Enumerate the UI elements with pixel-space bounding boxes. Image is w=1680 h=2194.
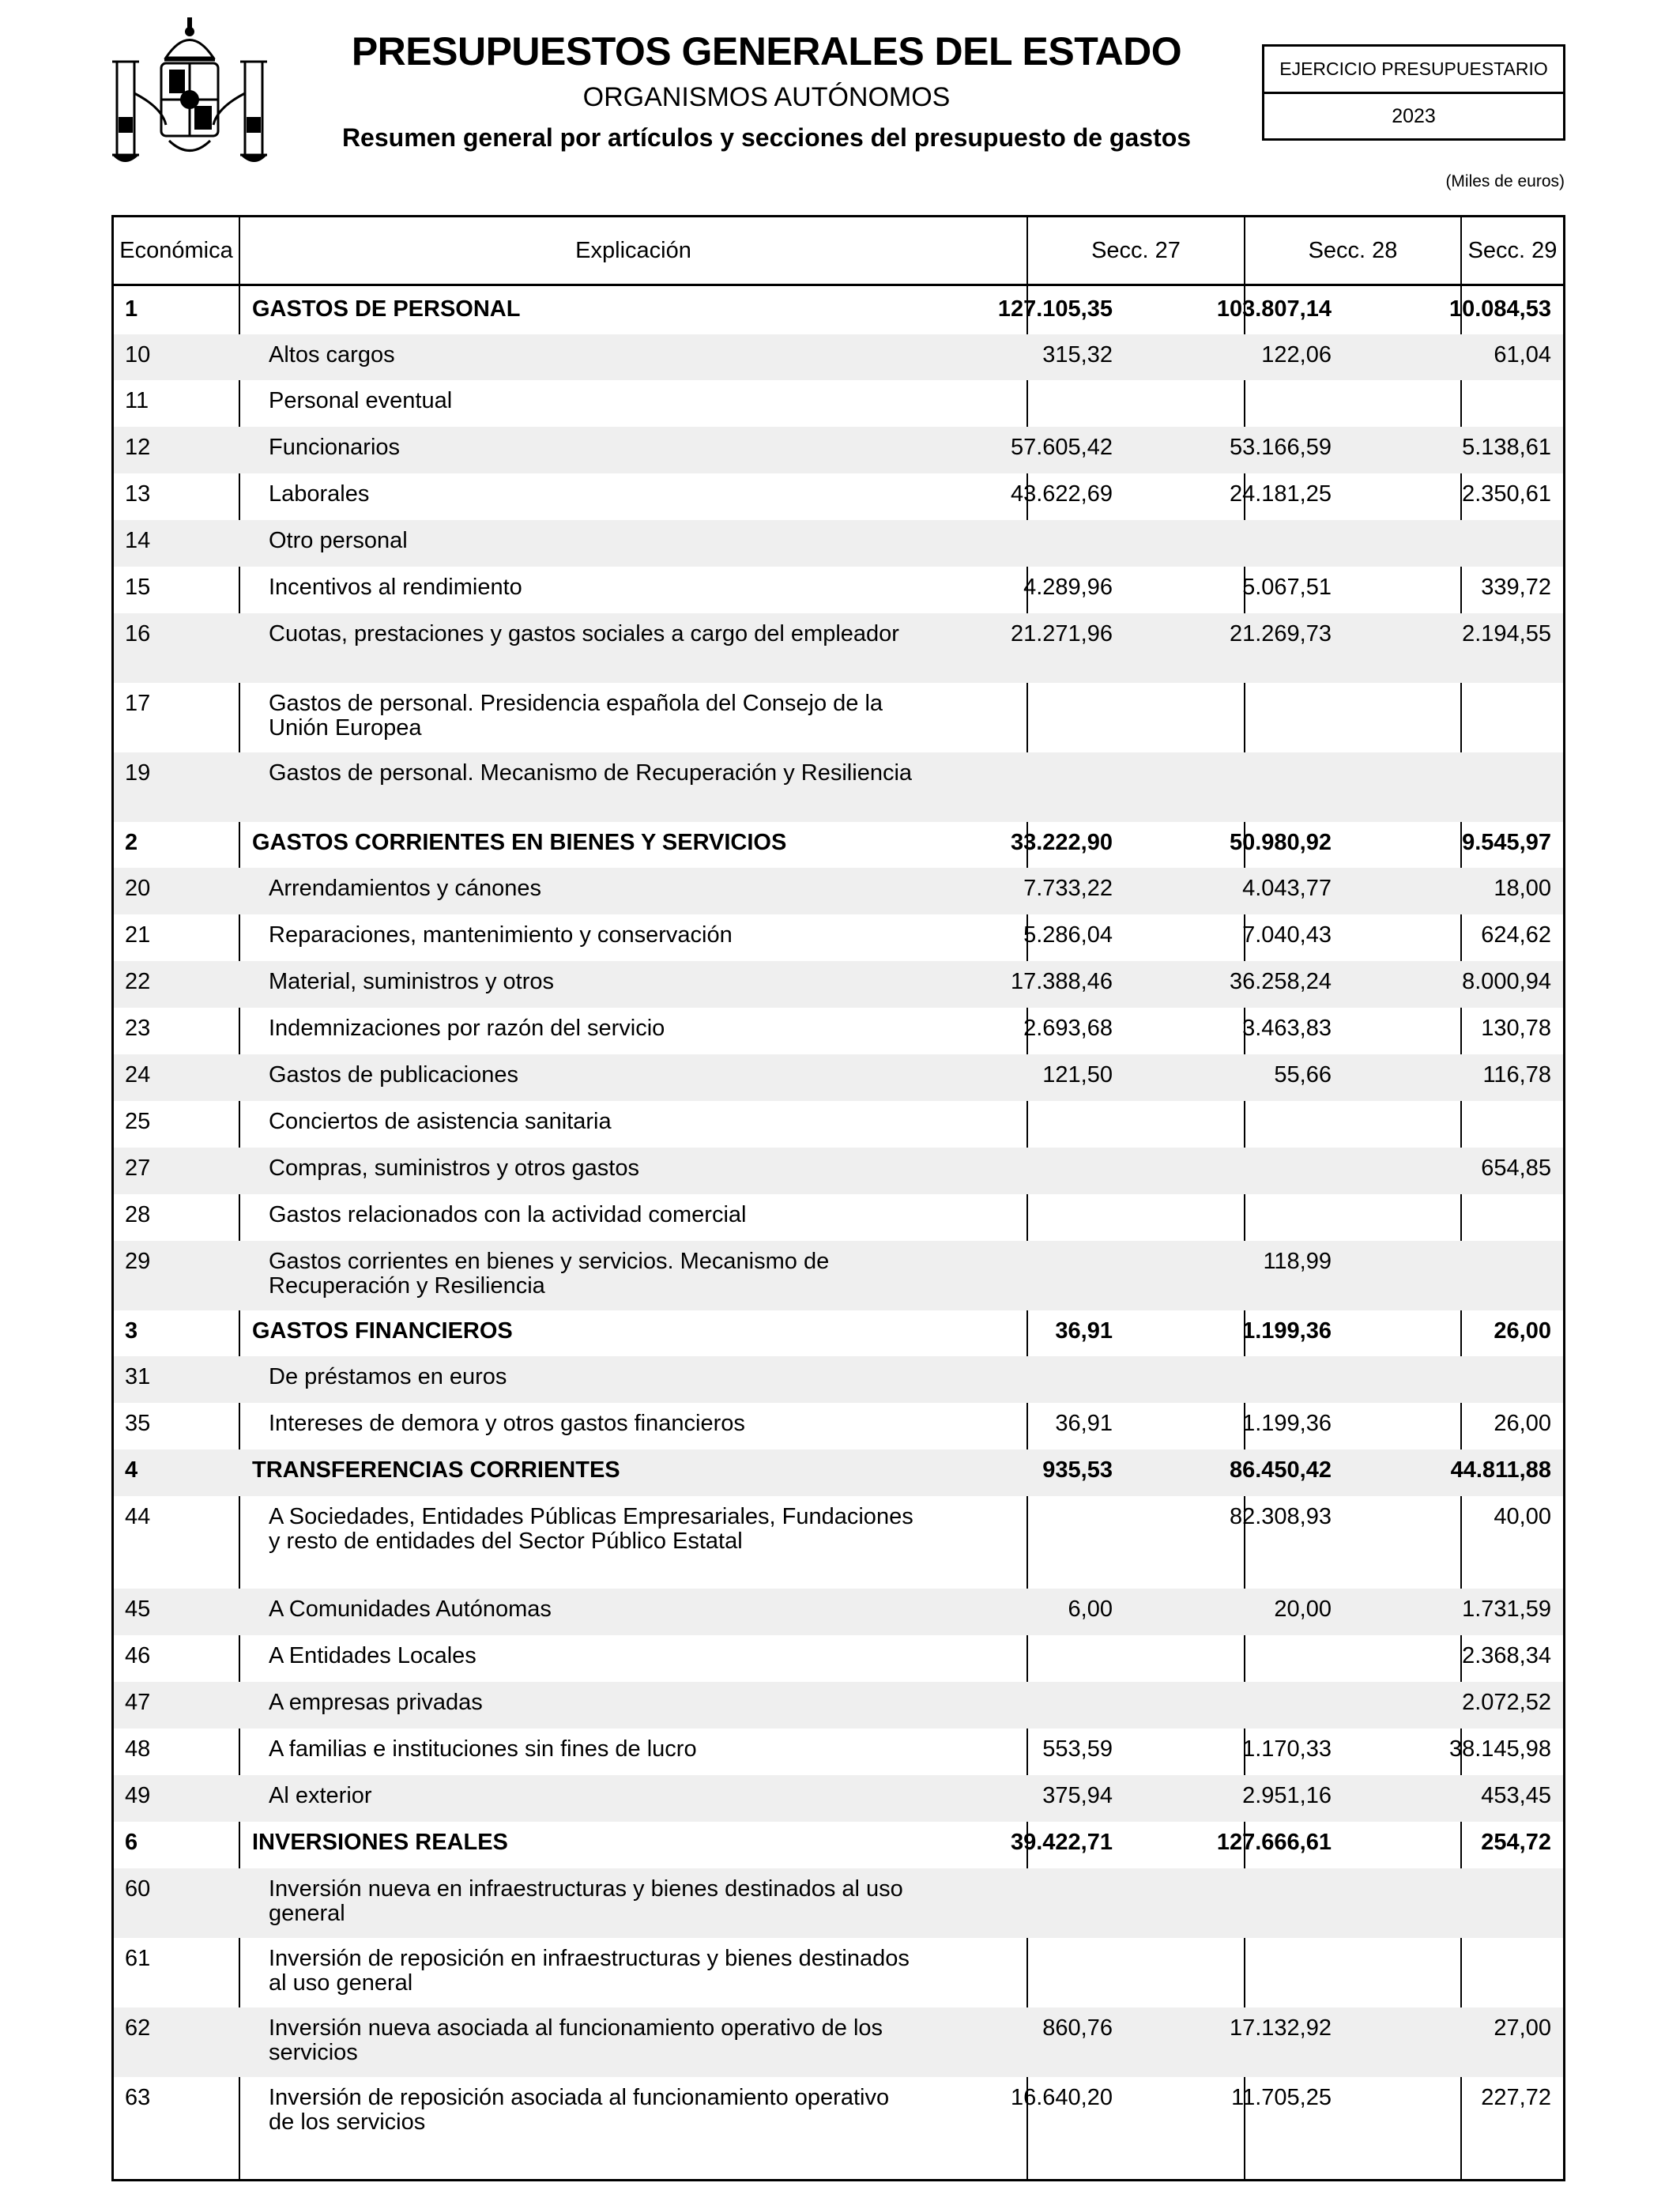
cell-code: 29 <box>125 1249 151 1274</box>
cell-secc-29: 624,62 <box>1481 922 1551 948</box>
exercise-year: 2023 <box>1392 104 1436 127</box>
cell-code: 15 <box>125 575 151 600</box>
table-row <box>114 752 1563 822</box>
cell-secc-27: 553,59 <box>1042 1736 1113 1762</box>
table-row <box>114 1496 1563 1589</box>
cell-secc-28: 11.705,25 <box>1231 2085 1332 2110</box>
cell-secc-29: 18,00 <box>1494 876 1551 901</box>
cell-secc-29: 254,72 <box>1481 1830 1551 1855</box>
column-header-economica: Económica <box>119 237 233 263</box>
cell-code: 63 <box>125 2085 151 2110</box>
cell-code: 17 <box>125 691 151 716</box>
cell-code: 4 <box>125 1457 138 1483</box>
cell-secc-28: 118,99 <box>1263 1249 1332 1274</box>
cell-code: 47 <box>125 1690 151 1715</box>
table-row <box>114 427 1563 473</box>
cell-description: Gastos corrientes en bienes y servicios. Mecanismo de Recuperación y Resiliencia <box>269 1249 830 1299</box>
cell-secc-27: 2.693,68 <box>1023 1016 1113 1041</box>
table-row <box>114 567 1563 613</box>
table-row <box>114 1008 1563 1054</box>
cell-code: 2 <box>125 830 138 855</box>
cell-description: Indemnizaciones por razón del servicio <box>269 1016 665 1041</box>
column-header-explicacion: Explicación <box>575 237 691 263</box>
cell-secc-27: 36,91 <box>1055 1318 1113 1344</box>
cell-description: Material, suministros y otros <box>269 969 554 994</box>
cell-description: A Comunidades Autónomas <box>269 1596 552 1622</box>
cell-secc-29: 9.545,97 <box>1462 830 1551 855</box>
table-row <box>114 868 1563 914</box>
cell-secc-28: 122,06 <box>1261 342 1332 368</box>
cell-secc-29: 654,85 <box>1481 1155 1551 1181</box>
cell-code: 10 <box>125 342 151 368</box>
cell-description: Intereses de demora y otros gastos financieros <box>269 1411 745 1436</box>
cell-code: 13 <box>125 481 151 507</box>
cell-secc-29: 40,00 <box>1494 1504 1551 1529</box>
cell-description: A Sociedades, Entidades Públicas Empresariales, Fundaciones y resto de entidades del Sector Público Estatal <box>269 1504 913 1554</box>
cell-code: 1 <box>125 296 138 322</box>
cell-code: 62 <box>125 2015 151 2041</box>
cell-secc-28: 36.258,24 <box>1229 969 1332 994</box>
cell-secc-28: 7.040,43 <box>1242 922 1332 948</box>
cell-secc-28: 3.463,83 <box>1242 1016 1332 1041</box>
exercise-label: EJERCICIO PRESUPUESTARIO <box>1264 47 1563 94</box>
cell-code: 27 <box>125 1155 151 1181</box>
cell-secc-29: 453,45 <box>1481 1783 1551 1808</box>
cell-secc-27: 121,50 <box>1042 1062 1113 1088</box>
table-row <box>114 914 1563 961</box>
cell-secc-29: 227,72 <box>1481 2085 1551 2110</box>
cell-description: Al exterior <box>269 1783 372 1808</box>
cell-secc-28: 4.043,77 <box>1242 876 1332 901</box>
cell-code: 16 <box>125 621 151 647</box>
cell-code: 19 <box>125 760 151 786</box>
table-row <box>114 520 1563 567</box>
table-row <box>114 1822 1563 1868</box>
cell-secc-27: 43.622,69 <box>1010 481 1113 507</box>
cell-code: 22 <box>125 969 151 994</box>
cell-code: 3 <box>125 1318 138 1344</box>
cell-code: 12 <box>125 435 151 460</box>
cell-description: Gastos relacionados con la actividad comercial <box>269 1202 747 1227</box>
table-row <box>114 683 1563 752</box>
table-row <box>114 1356 1563 1403</box>
cell-description: Arrendamientos y cánones <box>269 876 541 901</box>
cell-secc-29: 116,78 <box>1482 1062 1551 1088</box>
cell-secc-27: 21.271,96 <box>1010 621 1113 647</box>
cell-secc-28: 17.132,92 <box>1229 2015 1332 2041</box>
cell-code: 35 <box>125 1411 151 1436</box>
cell-code: 11 <box>125 388 149 413</box>
table-row <box>114 2007 1563 2077</box>
cell-secc-29: 8.000,94 <box>1462 969 1551 994</box>
column-header-secc-28: Secc. 28 <box>1308 237 1398 263</box>
table-row <box>114 1682 1563 1728</box>
cell-description: Otro personal <box>269 528 408 553</box>
cell-secc-28: 55,66 <box>1274 1062 1332 1088</box>
cell-description: GASTOS DE PERSONAL <box>252 296 521 322</box>
cell-code: 46 <box>125 1643 151 1668</box>
cell-description: Gastos de publicaciones <box>269 1062 518 1088</box>
cell-code: 20 <box>125 876 151 901</box>
cell-description: GASTOS FINANCIEROS <box>252 1318 513 1344</box>
cell-code: 48 <box>125 1736 151 1762</box>
cell-secc-28: 21.269,73 <box>1229 621 1332 647</box>
cell-secc-29: 27,00 <box>1494 2015 1551 2041</box>
cell-description: Inversión nueva asociada al funcionamiento operativo de los servicios <box>269 2015 883 2065</box>
cell-code: 28 <box>125 1202 151 1227</box>
table-row <box>114 473 1563 520</box>
cell-description: Compras, suministros y otros gastos <box>269 1155 639 1181</box>
cell-secc-29: 130,78 <box>1481 1016 1551 1041</box>
cell-secc-29: 2.350,61 <box>1462 481 1551 507</box>
table-row <box>114 1775 1563 1822</box>
table-row <box>114 822 1563 868</box>
cell-secc-29: 10.084,53 <box>1448 296 1551 322</box>
table-row <box>114 1868 1563 1938</box>
cell-code: 44 <box>125 1504 151 1529</box>
cell-secc-27: 36,91 <box>1055 1411 1113 1436</box>
cell-secc-29: 38.145,98 <box>1448 1736 1551 1762</box>
column-header-secc-27: Secc. 27 <box>1091 237 1181 263</box>
cell-secc-29: 61,04 <box>1494 342 1551 368</box>
cell-secc-28: 103.807,14 <box>1216 296 1332 322</box>
cell-secc-28: 82.308,93 <box>1229 1504 1332 1529</box>
exercise-box <box>1262 44 1565 141</box>
cell-secc-27: 7.733,22 <box>1023 876 1113 901</box>
table-row <box>114 1449 1563 1496</box>
cell-secc-29: 2.194,55 <box>1462 621 1551 647</box>
cell-code: 61 <box>125 1946 151 1971</box>
column-header-secc-29: Secc. 29 <box>1467 237 1558 263</box>
cell-secc-28: 5.067,51 <box>1242 575 1332 600</box>
cell-description: Gastos de personal. Presidencia española del Consejo de la Unión Europea <box>269 691 883 741</box>
cell-secc-29: 26,00 <box>1494 1411 1551 1436</box>
cell-code: 45 <box>125 1596 151 1622</box>
cell-code: 25 <box>125 1109 151 1134</box>
cell-description: Reparaciones, mantenimiento y conservación <box>269 922 733 948</box>
cell-secc-28: 86.450,42 <box>1229 1457 1332 1483</box>
cell-description: A empresas privadas <box>269 1690 483 1715</box>
cell-secc-29: 5.138,61 <box>1462 435 1551 460</box>
cell-description: Inversión de reposición asociada al funcionamiento operativo de los servicios <box>269 2085 890 2135</box>
cell-secc-28: 53.166,59 <box>1229 435 1332 460</box>
table-row <box>114 961 1563 1008</box>
table-header <box>114 217 1563 286</box>
cell-secc-29: 2.368,34 <box>1462 1643 1551 1668</box>
budget-table <box>111 215 1565 2181</box>
cell-secc-28: 127.666,61 <box>1216 1830 1332 1855</box>
table-row <box>114 1241 1563 1310</box>
table-row <box>114 1635 1563 1682</box>
cell-secc-28: 1.199,36 <box>1242 1411 1332 1436</box>
table-row <box>114 1054 1563 1101</box>
cell-secc-27: 17.388,46 <box>1010 969 1113 994</box>
cell-code: 60 <box>125 1876 151 1902</box>
cell-secc-27: 16.640,20 <box>1010 2085 1113 2110</box>
page-subtitle: ORGANISMOS AUTÓNOMOS <box>582 82 951 112</box>
cell-secc-27: 57.605,42 <box>1010 435 1113 460</box>
table-row <box>114 1938 1563 2007</box>
table-row <box>114 613 1563 683</box>
table-row <box>114 1148 1563 1194</box>
cell-description: Inversión nueva en infraestructuras y bienes destinados al uso general <box>269 1876 903 1926</box>
coat-of-arms-icon <box>111 14 269 172</box>
cell-description: Inversión de reposición en infraestructuras y bienes destinados al uso general <box>269 1946 910 1996</box>
cell-code: 31 <box>125 1364 151 1389</box>
cell-secc-28: 50.980,92 <box>1229 830 1332 855</box>
cell-secc-28: 2.951,16 <box>1242 1783 1332 1808</box>
cell-secc-27: 39.422,71 <box>1010 1830 1113 1855</box>
cell-secc-27: 127.105,35 <box>997 296 1113 322</box>
cell-secc-29: 1.731,59 <box>1462 1596 1551 1622</box>
cell-description: INVERSIONES REALES <box>252 1830 508 1855</box>
cell-description: Gastos de personal. Mecanismo de Recuperación y Resiliencia <box>269 760 913 786</box>
cell-description: GASTOS CORRIENTES EN BIENES Y SERVICIOS <box>252 830 787 855</box>
cell-secc-27: 5.286,04 <box>1023 922 1113 948</box>
cell-secc-29: 26,00 <box>1494 1318 1551 1344</box>
page-title: PRESUPUESTOS GENERALES DEL ESTADO <box>351 29 1182 74</box>
table-row <box>114 380 1563 427</box>
cell-secc-27: 6,00 <box>1068 1596 1113 1622</box>
cell-secc-29: 339,72 <box>1481 575 1551 600</box>
cell-secc-28: 1.199,36 <box>1242 1318 1332 1344</box>
table-row <box>114 288 1563 334</box>
cell-description: TRANSFERENCIAS CORRIENTES <box>252 1457 620 1483</box>
page-description: Resumen general por artículos y secciones del presupuesto de gastos <box>341 123 1192 152</box>
cell-code: 24 <box>125 1062 151 1088</box>
cell-secc-27: 315,32 <box>1042 342 1113 368</box>
table-row <box>114 1403 1563 1449</box>
cell-secc-27: 4.289,96 <box>1023 575 1113 600</box>
cell-secc-27: 33.222,90 <box>1010 830 1113 855</box>
cell-secc-29: 44.811,88 <box>1450 1457 1551 1483</box>
cell-secc-27: 935,53 <box>1042 1457 1113 1483</box>
cell-description: Personal eventual <box>269 388 453 413</box>
cell-secc-28: 1.170,33 <box>1242 1736 1332 1762</box>
cell-secc-27: 860,76 <box>1042 2015 1113 2041</box>
units-note: (Miles de euros) <box>1445 172 1565 190</box>
table-row <box>114 1101 1563 1148</box>
cell-description: A familias e instituciones sin fines de lucro <box>269 1736 697 1762</box>
cell-description: Cuotas, prestaciones y gastos sociales a cargo del empleador <box>269 621 899 647</box>
table-row <box>114 2077 1563 2194</box>
cell-code: 23 <box>125 1016 151 1041</box>
table-row <box>114 1589 1563 1635</box>
cell-description: Altos cargos <box>269 342 395 368</box>
cell-description: Conciertos de asistencia sanitaria <box>269 1109 612 1134</box>
cell-secc-28: 24.181,25 <box>1229 481 1332 507</box>
cell-secc-28: 20,00 <box>1274 1596 1332 1622</box>
cell-description: Laborales <box>269 481 370 507</box>
table-row <box>114 1728 1563 1775</box>
cell-code: 14 <box>125 528 151 553</box>
cell-description: Incentivos al rendimiento <box>269 575 522 600</box>
table-row <box>114 1194 1563 1241</box>
cell-description: De préstamos en euros <box>269 1364 507 1389</box>
cell-secc-27: 375,94 <box>1042 1783 1113 1808</box>
table-row <box>114 1310 1563 1356</box>
cell-description: Funcionarios <box>269 435 401 460</box>
cell-secc-29: 2.072,52 <box>1462 1690 1551 1715</box>
table-row <box>114 334 1563 380</box>
cell-code: 6 <box>125 1830 138 1855</box>
cell-code: 49 <box>125 1783 151 1808</box>
cell-code: 21 <box>125 922 151 948</box>
cell-description: A Entidades Locales <box>269 1643 477 1668</box>
